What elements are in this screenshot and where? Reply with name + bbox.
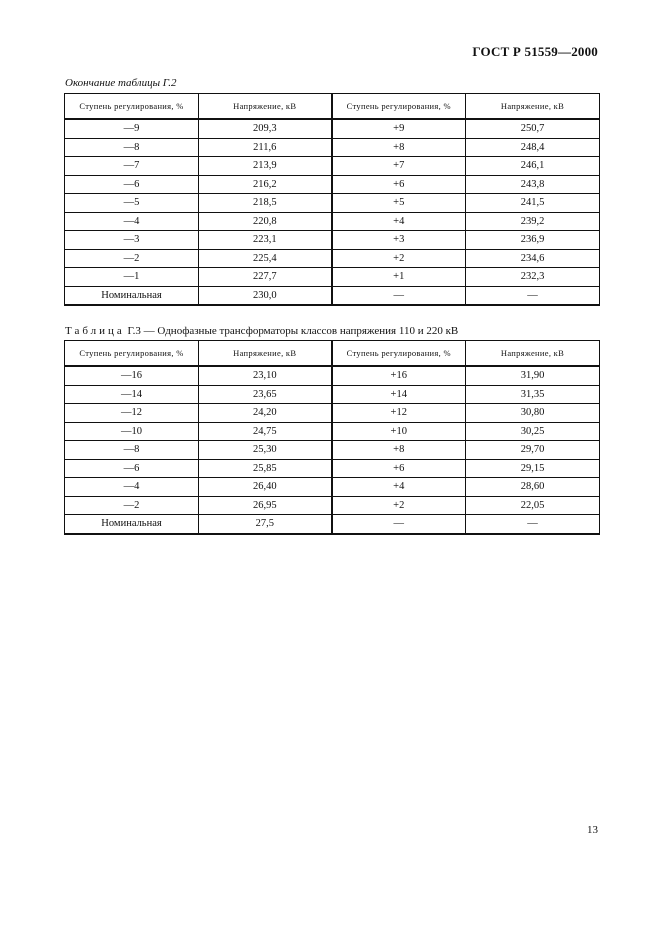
table-row — [65, 385, 600, 404]
table-cell: 236,9 — [466, 231, 600, 250]
column-header: Ступень регулирования, % — [332, 341, 466, 367]
table-cell: — — [466, 515, 600, 534]
table-cell: +6 — [332, 459, 466, 478]
table-row — [65, 422, 600, 441]
table-cell: +4 — [332, 212, 466, 231]
table-row — [65, 478, 600, 497]
table-cell: 234,6 — [466, 249, 600, 268]
table-cell: 26,40 — [199, 478, 332, 497]
table-cell: 230,0 — [199, 286, 332, 305]
table-cell: 28,60 — [466, 478, 600, 497]
table-cell: 211,6 — [199, 138, 332, 157]
table-cell: +12 — [332, 404, 466, 423]
table-row — [65, 286, 600, 305]
table-row — [65, 231, 600, 250]
table-cell: +10 — [332, 422, 466, 441]
table-g2 — [64, 93, 600, 306]
table-row — [65, 441, 600, 460]
table-cell: — — [332, 515, 466, 534]
table-row — [65, 459, 600, 478]
table-cell: 209,3 — [199, 119, 332, 138]
table-cell: +8 — [332, 138, 466, 157]
table-cell: +8 — [332, 441, 466, 460]
table-row — [65, 175, 600, 194]
table-header-row — [65, 341, 600, 367]
table-cell: +16 — [332, 366, 466, 385]
table-row — [65, 138, 600, 157]
table-g2-caption: Окончание таблицы Г.2 — [65, 77, 177, 89]
table-g3-caption — [65, 325, 458, 337]
table-row — [65, 268, 600, 287]
table-cell: 216,2 — [199, 175, 332, 194]
table-cell: —8 — [65, 138, 199, 157]
table-cell: —6 — [65, 175, 199, 194]
table-cell: 248,4 — [466, 138, 600, 157]
table-cell: 223,1 — [199, 231, 332, 250]
table-cell: Номинальная — [65, 286, 199, 305]
table-cell: +2 — [332, 496, 466, 515]
table-row — [65, 194, 600, 213]
column-header: Напряжение, кВ — [199, 341, 332, 367]
table-cell: +1 — [332, 268, 466, 287]
table-cell: —5 — [65, 194, 199, 213]
table-cell: —8 — [65, 441, 199, 460]
table-cell: 243,8 — [466, 175, 600, 194]
table-cell: —1 — [65, 268, 199, 287]
table-cell: —12 — [65, 404, 199, 423]
table-cell: 29,70 — [466, 441, 600, 460]
table-cell: 24,20 — [199, 404, 332, 423]
page-number: 13 — [587, 824, 598, 836]
table-row — [65, 212, 600, 231]
table-cell: — — [466, 286, 600, 305]
table-cell: Номинальная — [65, 515, 199, 534]
table-row — [65, 496, 600, 515]
table-row — [65, 249, 600, 268]
table-cell: 22,05 — [466, 496, 600, 515]
table-cell: +6 — [332, 175, 466, 194]
table-cell: 23,65 — [199, 385, 332, 404]
table-cell: 23,10 — [199, 366, 332, 385]
table-cell: 24,75 — [199, 422, 332, 441]
table-cell: +5 — [332, 194, 466, 213]
table-cell: 31,35 — [466, 385, 600, 404]
table-cell: 225,4 — [199, 249, 332, 268]
table-cell: —10 — [65, 422, 199, 441]
table-cell: —7 — [65, 157, 199, 176]
table-row — [65, 119, 600, 138]
table-title: Г.3 — Однофазные трансформаторы классов напряжения 110 и 220 кВ — [124, 325, 459, 337]
column-header: Ступень регулирования, % — [65, 94, 199, 120]
column-header: Напряжение, кВ — [466, 341, 600, 367]
table-cell: 250,7 — [466, 119, 600, 138]
table-cell: 29,15 — [466, 459, 600, 478]
table-cell: 30,25 — [466, 422, 600, 441]
table-cell: —14 — [65, 385, 199, 404]
table-cell: — — [332, 286, 466, 305]
document-number: ГОСТ Р 51559—2000 — [472, 44, 598, 59]
table-cell: —4 — [65, 478, 199, 497]
table-cell: —16 — [65, 366, 199, 385]
table-cell: 246,1 — [466, 157, 600, 176]
table-cell: 26,95 — [199, 496, 332, 515]
table-cell: 241,5 — [466, 194, 600, 213]
table-cell: —2 — [65, 496, 199, 515]
table-cell: —4 — [65, 212, 199, 231]
table-cell: 25,30 — [199, 441, 332, 460]
table-g3 — [64, 340, 600, 535]
table-header-row — [65, 94, 600, 120]
table-cell: +3 — [332, 231, 466, 250]
table-cell: 31,90 — [466, 366, 600, 385]
table-cell: 227,7 — [199, 268, 332, 287]
table-cell: 218,5 — [199, 194, 332, 213]
table-cell: —6 — [65, 459, 199, 478]
table-cell: 30,80 — [466, 404, 600, 423]
table-cell: +9 — [332, 119, 466, 138]
table-row — [65, 404, 600, 423]
table-cell: —9 — [65, 119, 199, 138]
table-cell: —2 — [65, 249, 199, 268]
table-cell: 213,9 — [199, 157, 332, 176]
table-label: Таблица — [65, 325, 125, 337]
table-cell: 25,85 — [199, 459, 332, 478]
table-row — [65, 157, 600, 176]
table-cell: +4 — [332, 478, 466, 497]
table-cell: +2 — [332, 249, 466, 268]
table-row — [65, 515, 600, 534]
column-header: Ступень регулирования, % — [332, 94, 466, 120]
table-row — [65, 366, 600, 385]
table-cell: +14 — [332, 385, 466, 404]
table-cell: 220,8 — [199, 212, 332, 231]
column-header: Напряжение, кВ — [199, 94, 332, 120]
table-cell: 232,3 — [466, 268, 600, 287]
table-cell: 27,5 — [199, 515, 332, 534]
table-cell: 239,2 — [466, 212, 600, 231]
table-cell: +7 — [332, 157, 466, 176]
column-header: Напряжение, кВ — [466, 94, 600, 120]
table-cell: —3 — [65, 231, 199, 250]
column-header: Ступень регулирования, % — [65, 341, 199, 367]
